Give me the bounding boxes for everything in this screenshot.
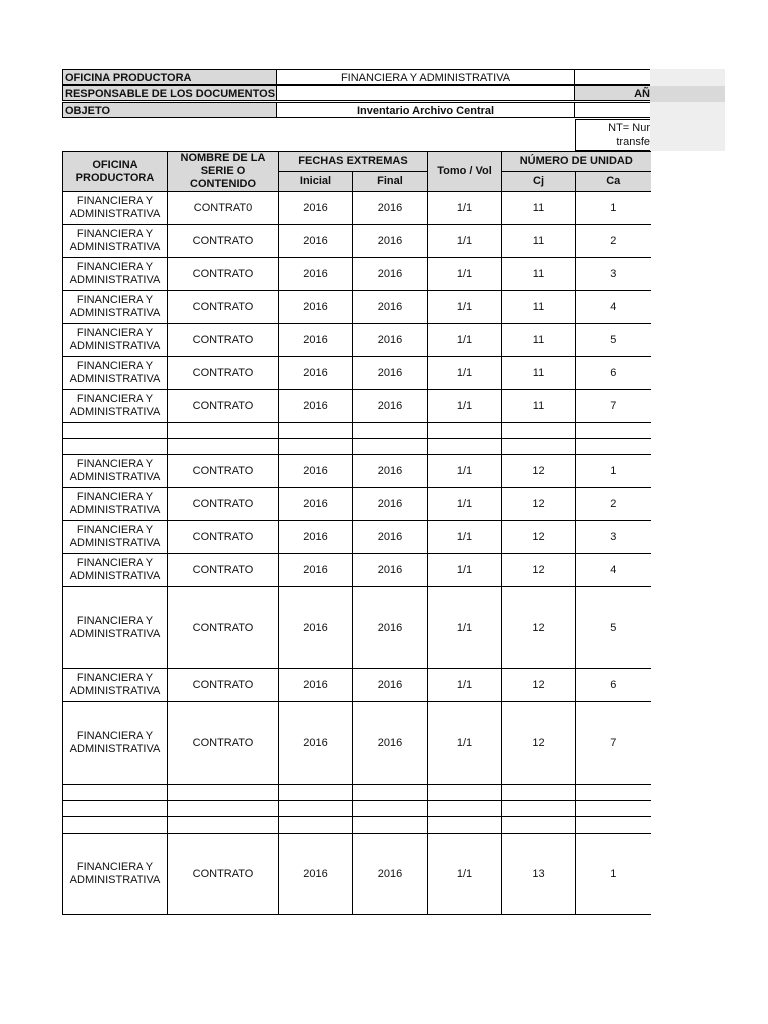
cell-series[interactable]: CONTRATO xyxy=(168,702,279,785)
cell-ca[interactable]: 1 xyxy=(576,834,651,915)
cell-office[interactable]: FINANCIERA Y ADMINISTRATIVA xyxy=(63,225,168,258)
cell-series[interactable]: CONTRATO xyxy=(168,324,279,357)
cell-series[interactable] xyxy=(168,817,279,834)
cell-final[interactable]: 2016 xyxy=(353,357,428,390)
cell-final[interactable]: 2016 xyxy=(353,521,428,554)
cell-tomo[interactable]: 1/1 xyxy=(428,192,502,225)
cell-cj[interactable]: 11 xyxy=(502,291,576,324)
cell-initial[interactable]: 2016 xyxy=(279,834,353,915)
cell-series[interactable]: CONTRATO xyxy=(168,258,279,291)
cell-final[interactable] xyxy=(353,423,428,439)
cell-initial[interactable] xyxy=(279,423,353,439)
cell-cj[interactable]: 11 xyxy=(502,192,576,225)
cell-cj[interactable] xyxy=(502,817,576,834)
cell-series[interactable] xyxy=(168,423,279,439)
cell-ca[interactable]: 2 xyxy=(576,488,651,521)
cell-cj[interactable]: 11 xyxy=(502,225,576,258)
cell-tomo[interactable]: 1/1 xyxy=(428,521,502,554)
cell-initial[interactable]: 2016 xyxy=(279,702,353,785)
cell-ca[interactable] xyxy=(576,817,651,834)
cell-final[interactable]: 2016 xyxy=(353,258,428,291)
cell-office[interactable]: FINANCIERA Y ADMINISTRATIVA xyxy=(63,669,168,702)
table-row xyxy=(63,423,651,439)
cell-cj[interactable]: 12 xyxy=(502,587,576,669)
cell-final[interactable]: 2016 xyxy=(353,702,428,785)
cell-final[interactable]: 2016 xyxy=(353,455,428,488)
table-row xyxy=(63,801,651,817)
col-header-office: OFICINA PRODUCTORA xyxy=(63,152,168,192)
cell-cj[interactable] xyxy=(502,801,576,817)
cell-final[interactable]: 2016 xyxy=(353,669,428,702)
table-row xyxy=(63,192,651,225)
inventory-body xyxy=(63,192,651,915)
cell-final[interactable] xyxy=(353,801,428,817)
col-header-series: NOMBRE DE LA SERIE O CONTENIDO xyxy=(168,152,279,192)
cell-initial[interactable]: 2016 xyxy=(279,587,353,669)
col-header-cj: Cj xyxy=(502,172,576,192)
cell-series[interactable]: CONTRATO xyxy=(168,554,279,587)
cell-ca[interactable] xyxy=(576,801,651,817)
cell-cj[interactable]: 11 xyxy=(502,390,576,423)
table-row xyxy=(63,291,651,324)
cell-office[interactable] xyxy=(63,817,168,834)
col-header-unit: NÚMERO DE UNIDAD xyxy=(502,152,651,172)
cell-office[interactable]: FINANCIERA Y ADMINISTRATIVA xyxy=(63,834,168,915)
cell-initial[interactable]: 2016 xyxy=(279,521,353,554)
table-row xyxy=(63,439,651,455)
cell-ca[interactable]: 1 xyxy=(576,192,651,225)
cell-office[interactable]: FINANCIERA Y ADMINISTRATIVA xyxy=(63,554,168,587)
cell-initial[interactable]: 2016 xyxy=(279,225,353,258)
cell-series[interactable]: CONTRAT0 xyxy=(168,192,279,225)
cell-ca[interactable]: 3 xyxy=(576,521,651,554)
cell-ca[interactable]: 1 xyxy=(576,455,651,488)
cell-initial[interactable] xyxy=(279,439,353,455)
table-row xyxy=(63,587,651,669)
cell-final[interactable] xyxy=(353,817,428,834)
cell-series[interactable]: CONTRATO xyxy=(168,669,279,702)
cell-series[interactable] xyxy=(168,785,279,801)
cell-cj[interactable]: 12 xyxy=(502,554,576,587)
table-row xyxy=(63,488,651,521)
cell-final[interactable]: 2016 xyxy=(353,324,428,357)
cell-ca[interactable]: 6 xyxy=(576,357,651,390)
cell-ca[interactable] xyxy=(576,439,651,455)
cell-office[interactable]: FINANCIERA Y ADMINISTRATIVA xyxy=(63,488,168,521)
cell-tomo[interactable]: 1/1 xyxy=(428,587,502,669)
object-value[interactable]: Inventario Archivo Central xyxy=(277,102,575,118)
cell-final[interactable]: 2016 xyxy=(353,192,428,225)
cell-cj[interactable]: 11 xyxy=(502,357,576,390)
cell-office[interactable] xyxy=(63,785,168,801)
cell-office[interactable]: FINANCIERA Y ADMINISTRATIVA xyxy=(63,192,168,225)
cell-tomo[interactable]: 1/1 xyxy=(428,455,502,488)
cell-series[interactable]: CONTRATO xyxy=(168,291,279,324)
cell-ca[interactable] xyxy=(576,785,651,801)
cell-initial[interactable]: 2016 xyxy=(279,324,353,357)
cell-final[interactable]: 2016 xyxy=(353,390,428,423)
cell-initial[interactable] xyxy=(279,801,353,817)
cell-office[interactable]: FINANCIERA Y ADMINISTRATIVA xyxy=(63,291,168,324)
responsible-value[interactable] xyxy=(277,85,575,101)
cell-cj[interactable]: 11 xyxy=(502,324,576,357)
cell-office[interactable]: FINANCIERA Y ADMINISTRATIVA xyxy=(63,357,168,390)
responsible-side-cell: AÑ xyxy=(575,85,650,101)
table-row xyxy=(63,455,651,488)
cell-office[interactable]: FINANCIERA Y ADMINISTRATIVA xyxy=(63,587,168,669)
note-line-2: transfe xyxy=(616,136,650,148)
cell-tomo[interactable]: 1/1 xyxy=(428,324,502,357)
cell-ca[interactable]: 6 xyxy=(576,669,651,702)
table-row xyxy=(63,390,651,423)
col-header-initial: Inicial xyxy=(279,172,353,192)
cell-tomo[interactable] xyxy=(428,817,502,834)
cell-cj[interactable]: 12 xyxy=(502,521,576,554)
note-line-1: NT= Nur xyxy=(608,122,650,134)
cell-cj[interactable]: 12 xyxy=(502,488,576,521)
table-row xyxy=(63,225,651,258)
cell-tomo[interactable]: 1/1 xyxy=(428,357,502,390)
cell-initial[interactable]: 2016 xyxy=(279,258,353,291)
office-side-cell xyxy=(575,69,650,85)
cell-initial[interactable]: 2016 xyxy=(279,357,353,390)
cell-office[interactable]: FINANCIERA Y ADMINISTRATIVA xyxy=(63,455,168,488)
cell-ca[interactable]: 4 xyxy=(576,291,651,324)
cell-initial[interactable]: 2016 xyxy=(279,488,353,521)
cell-ca[interactable]: 5 xyxy=(576,324,651,357)
cell-series[interactable]: CONTRATO xyxy=(168,455,279,488)
cell-ca[interactable]: 5 xyxy=(576,587,651,669)
cell-cj[interactable]: 12 xyxy=(502,669,576,702)
cell-tomo[interactable] xyxy=(428,801,502,817)
object-side-cell xyxy=(575,102,650,118)
cell-ca[interactable] xyxy=(576,423,651,439)
cell-tomo[interactable]: 1/1 xyxy=(428,669,502,702)
cell-series[interactable]: CONTRATO xyxy=(168,521,279,554)
table-row xyxy=(63,785,651,801)
cell-cj[interactable]: 12 xyxy=(502,455,576,488)
cell-final[interactable]: 2016 xyxy=(353,587,428,669)
cell-tomo[interactable]: 1/1 xyxy=(428,225,502,258)
office-label: OFICINA PRODUCTORA xyxy=(62,69,277,85)
cell-final[interactable]: 2016 xyxy=(353,834,428,915)
cell-tomo[interactable]: 1/1 xyxy=(428,291,502,324)
cell-ca[interactable]: 7 xyxy=(576,702,651,785)
cell-tomo[interactable]: 1/1 xyxy=(428,702,502,785)
table-row xyxy=(63,324,651,357)
cell-cj[interactable]: 13 xyxy=(502,834,576,915)
cell-tomo[interactable]: 1/1 xyxy=(428,834,502,915)
cell-office[interactable]: FINANCIERA Y ADMINISTRATIVA xyxy=(63,390,168,423)
cell-final[interactable]: 2016 xyxy=(353,291,428,324)
offscreen-column-stripe xyxy=(650,86,725,102)
cell-office[interactable]: FINANCIERA Y ADMINISTRATIVA xyxy=(63,324,168,357)
cell-ca[interactable]: 4 xyxy=(576,554,651,587)
cell-series[interactable]: CONTRATO xyxy=(168,587,279,669)
cell-cj[interactable]: 12 xyxy=(502,702,576,785)
table-row xyxy=(63,834,651,915)
cell-series[interactable] xyxy=(168,439,279,455)
table-row xyxy=(63,554,651,587)
cell-final[interactable] xyxy=(353,785,428,801)
cell-tomo[interactable]: 1/1 xyxy=(428,390,502,423)
table-header-row-1 xyxy=(63,152,651,172)
cell-series[interactable]: CONTRATO xyxy=(168,488,279,521)
cell-office[interactable] xyxy=(63,439,168,455)
cell-final[interactable]: 2016 xyxy=(353,488,428,521)
cell-initial[interactable]: 2016 xyxy=(279,390,353,423)
table-row xyxy=(63,702,651,785)
cell-office[interactable] xyxy=(63,801,168,817)
cell-office[interactable]: FINANCIERA Y ADMINISTRATIVA xyxy=(63,258,168,291)
col-header-tomo: Tomo / Vol xyxy=(428,152,502,192)
cell-initial[interactable] xyxy=(279,785,353,801)
cell-initial[interactable] xyxy=(279,817,353,834)
table-row xyxy=(63,357,651,390)
cell-cj[interactable]: 11 xyxy=(502,258,576,291)
cell-ca[interactable]: 3 xyxy=(576,258,651,291)
cell-initial[interactable]: 2016 xyxy=(279,669,353,702)
table-row xyxy=(63,817,651,834)
cell-series[interactable] xyxy=(168,801,279,817)
table-row xyxy=(63,258,651,291)
note-cell xyxy=(575,119,650,151)
cell-tomo[interactable]: 1/1 xyxy=(428,554,502,587)
cell-initial[interactable]: 2016 xyxy=(279,554,353,587)
cell-office[interactable]: FINANCIERA Y ADMINISTRATIVA xyxy=(63,702,168,785)
table-row xyxy=(63,521,651,554)
cell-office[interactable]: FINANCIERA Y ADMINISTRATIVA xyxy=(63,521,168,554)
table-row xyxy=(63,669,651,702)
cell-final[interactable] xyxy=(353,439,428,455)
cell-cj[interactable] xyxy=(502,439,576,455)
cell-ca[interactable]: 2 xyxy=(576,225,651,258)
cell-initial[interactable]: 2016 xyxy=(279,455,353,488)
cell-tomo[interactable]: 1/1 xyxy=(428,258,502,291)
inventory-table xyxy=(62,151,651,915)
col-header-final: Final xyxy=(353,172,428,192)
cell-series[interactable]: CONTRATO xyxy=(168,357,279,390)
cell-ca[interactable]: 7 xyxy=(576,390,651,423)
cell-tomo[interactable] xyxy=(428,423,502,439)
cell-tomo[interactable]: 1/1 xyxy=(428,488,502,521)
cell-cj[interactable] xyxy=(502,785,576,801)
cell-tomo[interactable] xyxy=(428,785,502,801)
cell-final[interactable]: 2016 xyxy=(353,554,428,587)
cell-initial[interactable]: 2016 xyxy=(279,291,353,324)
cell-initial[interactable]: 2016 xyxy=(279,192,353,225)
cell-series[interactable]: CONTRATO xyxy=(168,390,279,423)
cell-cj[interactable] xyxy=(502,423,576,439)
col-header-ca: Ca xyxy=(576,172,651,192)
cell-series[interactable]: CONTRATO xyxy=(168,834,279,915)
responsible-label: RESPONSABLE DE LOS DOCUMENTOS xyxy=(62,85,277,101)
cell-office[interactable] xyxy=(63,423,168,439)
offscreen-column-block xyxy=(650,69,725,151)
office-value[interactable]: FINANCIERA Y ADMINISTRATIVA xyxy=(277,69,575,85)
cell-tomo[interactable] xyxy=(428,439,502,455)
col-header-dates: FECHAS EXTREMAS xyxy=(279,152,428,172)
cell-final[interactable]: 2016 xyxy=(353,225,428,258)
object-label: OBJETO xyxy=(62,102,277,118)
cell-series[interactable]: CONTRATO xyxy=(168,225,279,258)
